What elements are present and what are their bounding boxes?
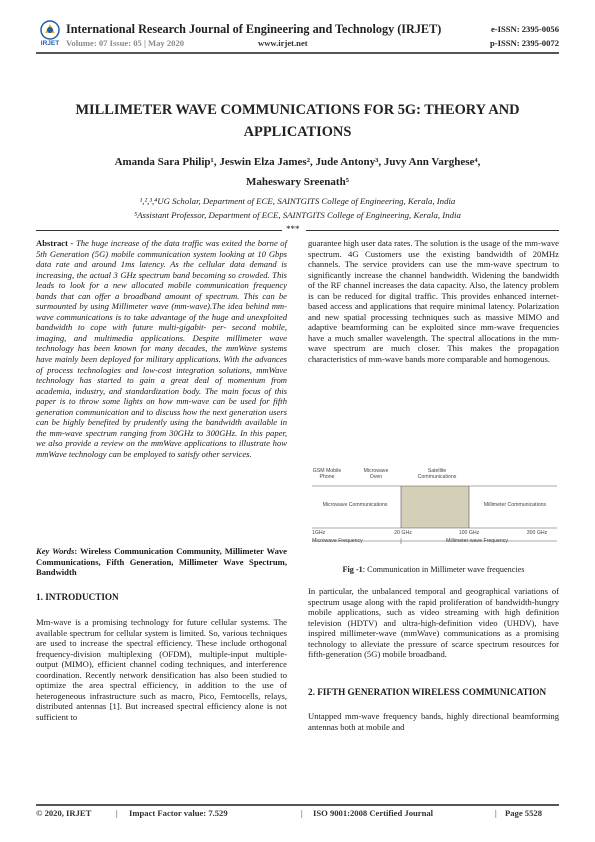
figure-caption [308, 565, 559, 574]
authors [40, 152, 555, 192]
keywords [36, 546, 287, 578]
paper-title: MILLIMETER WAVE COMMUNICATIONS FOR 5G: THEORY AND APPLICATIONS [75, 102, 520, 140]
label-1ghz: 1GHz [312, 530, 326, 536]
footer-iso: ISO 9001:2008 Certified Journal [313, 808, 434, 818]
section-1-right-text: guarantee high user data rates. The solution is the usage of the mm-wave spectrum. 4G Customers use the existing bandwidth of 20MHz channels. The service providers can use the mm-wave spectrum to significantly increase the channel bandwidth. Widening the bandwidth of the RF channel increases the data capacity. Also, the latency problem is can be reduced for digital traffic. This provides enhanced internet-based access and applications that require minimal latency. Polarization and new spatial processing techniques such as massive MIMO and adaptive beamforming can be exploited since mm-wave frequencies have a much smaller wavelength. The spectral allocations in the mm-wave spectrum are much closer. This makes the propagation characteristics of mm-wave bands more comparable and homogenous. [308, 238, 559, 365]
section-1-heading: 1. INTRODUCTION [36, 592, 119, 602]
footer-copyright: © 2020, IRJET [36, 808, 92, 818]
journal-website[interactable]: www.irjet.net [258, 38, 308, 48]
footer-divider-1: | [116, 808, 118, 818]
section-2-heading: 2. FIFTH GENERATION WIRELESS COMMUNICATION [308, 687, 547, 697]
abstract [36, 238, 287, 459]
footer-divider-2: | [301, 808, 303, 818]
header-rule [36, 52, 559, 54]
label-microwave-comm: Microwave Communications [322, 502, 388, 508]
footer-rule [36, 804, 559, 806]
label-300ghz: 300 GHz [526, 530, 548, 536]
section-1-left-text: Mm-wave is a promising technology for future cellular systems. The available spectrum for cellular system is limited. So, various techniques are used to increase the spectral efficiency. These include orthogonal frequency-division multiplexing (OFDM), multiple-input multiple-output (MIMO), efficient channel coding techniques, and interference coordination. Recently network densification has also been studied to optimize the area spectral efficiency, in addition to the use of heterogeneous infrastructure such as macro, Pico, Femtocells, relays, distributed antennas [1]. But increased spectral efficiency alone is not sufficient to [36, 617, 287, 722]
keywords-text: : Wireless Communication Community, Millimeter Wave Communications, Fifth Generation, Millimeter Wave Spectrum, Bandwidth [36, 546, 287, 578]
affiliation-1: ¹,²,³,⁴UG Scholar, Department of ECE, SAINTGITS College of Engineering, Kerala, India [139, 196, 456, 206]
separator-stars: *** [286, 224, 300, 234]
logo-text: IRJET [40, 40, 60, 47]
journal-name: International Research Journal of Engineering and Technology (IRJET) [66, 22, 442, 36]
figure-caption-label: Fig -1 [342, 565, 363, 574]
abstract-text: The huge increase of the data traffic was exited the borne of 5th Generation (5G) mobile communication system looking at 10 Gbps data rate and around 1ms latency. As the cellular data demand is increasing, the actual 3 GHz spectrum band becoming so crowded. This leads to look for a new allocated mobile communication frequency bands that can offer a broadband amount of spectrum. This can be surmounted by using Millimeter wave (mm-wave).The idea behind mm-wave communications is to take advantage of the huge and unexploited bandwidth to cope with future multi-gigabit- per- second mobile, imaging, and multimedia applications. Despite millimeter wave technology has been known for many decades, the mmWave systems have mainly been deployed for military applications. With the advances of process technologies and low-cost integration solutions, mmWave technology has started to gain a great deal of momentum from academia, industry, and standardization body. The main focus of this paper is to throw some lights on how mm-wave can be used for fifth generation communication and to discuss how the next generation users can be highly benefited by prudently using the bandwidth available in the mm-wave spectrum ranging from 30GHz to 300GHz. In this paper, we also provide a review on the mmWave applications to illustrate how mmWave technology can be employed to satisfy other services. [36, 238, 287, 459]
label-microwave-freq: Microwave Frequency [312, 538, 363, 544]
label-microwave-oven: Microwave Oven [363, 468, 389, 480]
footer-divider-3: | [495, 808, 497, 818]
volume-issue: Volume: 07 Issue: 05 | May 2020 [66, 38, 185, 48]
label-100ghz: 100 GHz [458, 530, 480, 536]
section-2-text: Untapped mm-wave frequency bands, highly directional beamforming antennas both at mobile and [308, 711, 559, 732]
after-figure-text: In particular, the unbalanced temporal and geographical variations of spectrum usage along with the rapid proliferation of bandwidth-hungry mobile applications, such as video streaming with high definition television (HDTV) and ultra-high-definition video (UHDV), have inspired millimeter-wave (mmWave) communications as a promising technology to alleviate the pressure of scarce spectrum resources for fifth-generation (5G) mobile broadband. [308, 586, 559, 660]
figure-labels [312, 466, 557, 558]
label-20ghz: 20 GHz [394, 530, 412, 536]
figure-caption-text: : Communication in Millimeter wave frequencies [362, 565, 525, 574]
label-satellite: Satellite Communications [417, 468, 457, 480]
e-issn: e-ISSN: 2395-0056 [490, 24, 559, 34]
label-mmwave-freq: Millimeter-wave Frequency [446, 538, 508, 544]
authors-line-2: Maheswary Sreenath⁵ [245, 176, 349, 188]
section-separator [36, 226, 559, 234]
p-issn: p-ISSN: 2395-0072 [490, 38, 559, 48]
keywords-label: Key Words [36, 546, 75, 556]
authors-line-1: Amanda Sara Philip¹, Jeswin Elza James², Jude Antony³, Juvy Ann Varghese⁴, [114, 156, 481, 168]
footer-impact-factor: Impact Factor value: 7.529 [129, 808, 228, 818]
abstract-label: Abstract - [36, 238, 74, 248]
footer-page: Page 5528 [505, 808, 542, 818]
affiliation-2: ⁵Assistant Professor, Department of ECE, SAINTGITS College of Engineering, Kerala, India [134, 210, 461, 220]
label-mmwave-comm: Millimeter Communications [483, 502, 547, 508]
label-gsm: GSM Mobile Phone [312, 468, 342, 480]
